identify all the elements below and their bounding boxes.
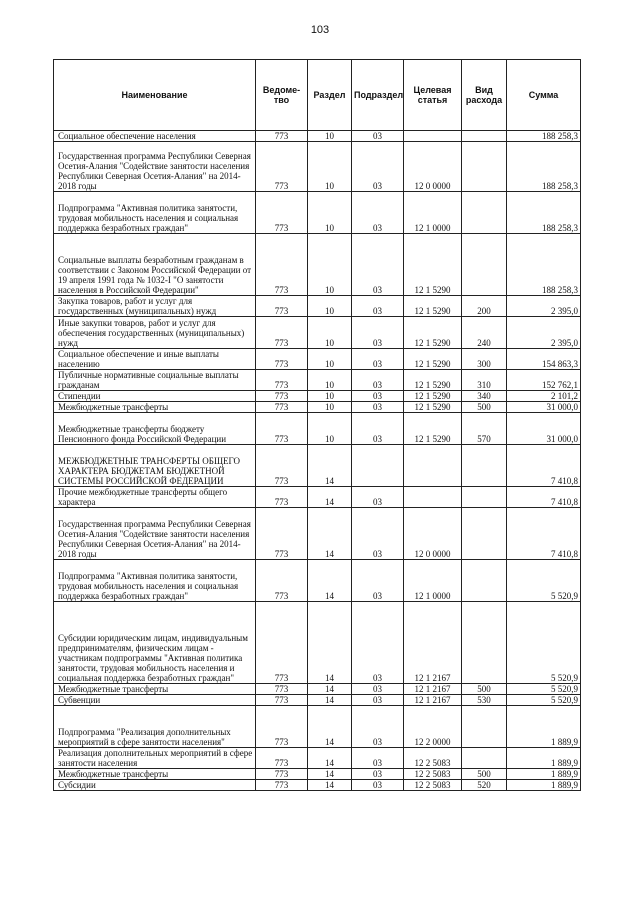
cell-section: 10 xyxy=(308,391,352,402)
cell-exp-type: 520 xyxy=(462,780,507,791)
cell-target: 12 1 0000 xyxy=(404,560,462,602)
table-row xyxy=(54,487,581,508)
cell-subsection: 03 xyxy=(352,370,404,391)
cell-section: 10 xyxy=(308,192,352,234)
cell-name: Государственная программа Республики Северная Осетия-Алания "Содействие занятости населения Республики Северная Осетия-Алания" на 2014-2018 годы xyxy=(54,142,256,192)
cell-section: 10 xyxy=(308,349,352,370)
cell-target: 12 2 0000 xyxy=(404,706,462,748)
cell-exp-type xyxy=(462,508,507,560)
cell-sum: 188 258,3 xyxy=(507,142,581,192)
cell-dept: 773 xyxy=(256,131,308,142)
cell-dept: 773 xyxy=(256,560,308,602)
cell-sum: 5 520,9 xyxy=(507,695,581,706)
cell-exp-type: 310 xyxy=(462,370,507,391)
cell-subsection: 03 xyxy=(352,234,404,296)
table-row xyxy=(54,317,581,349)
cell-subsection: 03 xyxy=(352,402,404,413)
cell-exp-type xyxy=(462,445,507,487)
cell-section: 14 xyxy=(308,487,352,508)
cell-subsection: 03 xyxy=(352,769,404,780)
cell-sum: 1 889,9 xyxy=(507,748,581,769)
cell-name: МЕЖБЮДЖЕТНЫЕ ТРАНСФЕРТЫ ОБЩЕГО ХАРАКТЕРА БЮДЖЕТАМ БЮДЖЕТНОЙ СИСТЕМЫ РОССИЙСКОЙ ФЕДЕРАЦИИ xyxy=(54,445,256,487)
cell-exp-type xyxy=(462,602,507,684)
cell-target: 12 1 5290 xyxy=(404,413,462,445)
cell-section: 14 xyxy=(308,445,352,487)
cell-subsection: 03 xyxy=(352,391,404,402)
cell-target: 12 1 5290 xyxy=(404,296,462,317)
cell-section: 14 xyxy=(308,508,352,560)
cell-subsection: 03 xyxy=(352,413,404,445)
cell-section: 10 xyxy=(308,370,352,391)
table-row xyxy=(54,131,581,142)
cell-exp-type: 200 xyxy=(462,296,507,317)
cell-exp-type xyxy=(462,560,507,602)
cell-target: 12 1 5290 xyxy=(404,234,462,296)
cell-subsection: 03 xyxy=(352,780,404,791)
cell-name: Социальные выплаты безработным гражданам в соответствии с Законом Российской Федерации от 19 апреля 1991 года № 1032-I "О занятости населения в Российской Федерации" xyxy=(54,234,256,296)
cell-dept: 773 xyxy=(256,296,308,317)
cell-target: 12 2 5083 xyxy=(404,769,462,780)
cell-section: 14 xyxy=(308,684,352,695)
cell-name: Подпрограмма "Реализация дополнительных мероприятий в сфере занятости населения" xyxy=(54,706,256,748)
cell-target: 12 0 0000 xyxy=(404,142,462,192)
cell-exp-type xyxy=(462,142,507,192)
cell-name: Субсидии xyxy=(54,780,256,791)
cell-dept: 773 xyxy=(256,445,308,487)
cell-subsection: 03 xyxy=(352,142,404,192)
cell-section: 10 xyxy=(308,402,352,413)
header-row xyxy=(54,60,581,131)
cell-exp-type: 340 xyxy=(462,391,507,402)
cell-name: Государственная программа Республики Северная Осетия-Алания "Содействие занятости населения Республики Северная Осетия-Алания" на 2014-2018 годы xyxy=(54,508,256,560)
cell-name: Межбюджетные трансферты xyxy=(54,769,256,780)
cell-dept: 773 xyxy=(256,684,308,695)
cell-target: 12 1 0000 xyxy=(404,192,462,234)
cell-section: 14 xyxy=(308,602,352,684)
cell-exp-type xyxy=(462,192,507,234)
cell-section: 14 xyxy=(308,706,352,748)
cell-sum: 2 395,0 xyxy=(507,317,581,349)
cell-section: 10 xyxy=(308,317,352,349)
cell-name: Социальное обеспечение населения xyxy=(54,131,256,142)
cell-target: 12 1 5290 xyxy=(404,317,462,349)
cell-target: 12 1 2167 xyxy=(404,684,462,695)
col-header-target: Целевая статья xyxy=(404,60,462,131)
table-row xyxy=(54,296,581,317)
cell-section: 14 xyxy=(308,560,352,602)
table-row xyxy=(54,370,581,391)
cell-sum: 5 520,9 xyxy=(507,602,581,684)
cell-target xyxy=(404,445,462,487)
cell-exp-type: 500 xyxy=(462,769,507,780)
table-row xyxy=(54,684,581,695)
cell-name: Межбюджетные трансферты xyxy=(54,684,256,695)
col-header-exp-type: Вид расхода xyxy=(462,60,507,131)
cell-dept: 773 xyxy=(256,602,308,684)
cell-subsection: 03 xyxy=(352,487,404,508)
table-row xyxy=(54,402,581,413)
cell-target: 12 1 5290 xyxy=(404,370,462,391)
cell-exp-type: 300 xyxy=(462,349,507,370)
cell-subsection: 03 xyxy=(352,706,404,748)
cell-dept: 773 xyxy=(256,748,308,769)
cell-sum: 154 863,3 xyxy=(507,349,581,370)
cell-dept: 773 xyxy=(256,349,308,370)
cell-target: 12 1 5290 xyxy=(404,349,462,370)
cell-dept: 773 xyxy=(256,317,308,349)
cell-target: 12 1 5290 xyxy=(404,391,462,402)
cell-dept: 773 xyxy=(256,487,308,508)
table-row xyxy=(54,769,581,780)
cell-subsection: 03 xyxy=(352,349,404,370)
cell-dept: 773 xyxy=(256,508,308,560)
table-row xyxy=(54,602,581,684)
table-row xyxy=(54,445,581,487)
cell-name: Прочие межбюджетные трансферты общего характера xyxy=(54,487,256,508)
cell-subsection: 03 xyxy=(352,748,404,769)
cell-subsection: 03 xyxy=(352,684,404,695)
cell-name: Субсидии юридическим лицам, индивидуальным предпринимателям, физическим лицам - участникам подпрограммы "Активная политика занятости, трудовая мобильность населения и социальная поддержка безработных граждан" xyxy=(54,602,256,684)
table-row xyxy=(54,349,581,370)
cell-dept: 773 xyxy=(256,234,308,296)
cell-sum: 1 889,9 xyxy=(507,769,581,780)
cell-dept: 773 xyxy=(256,706,308,748)
cell-exp-type xyxy=(462,748,507,769)
cell-subsection: 03 xyxy=(352,602,404,684)
cell-target: 12 0 0000 xyxy=(404,508,462,560)
cell-sum: 5 520,9 xyxy=(507,684,581,695)
cell-target xyxy=(404,131,462,142)
cell-subsection: 03 xyxy=(352,508,404,560)
table-row xyxy=(54,391,581,402)
cell-exp-type xyxy=(462,234,507,296)
cell-target: 12 1 2167 xyxy=(404,602,462,684)
col-header-section: Раздел xyxy=(308,60,352,131)
cell-sum: 188 258,3 xyxy=(507,234,581,296)
table-row xyxy=(54,560,581,602)
cell-name: Социальное обеспечение и иные выплаты населению xyxy=(54,349,256,370)
cell-name: Иные закупки товаров, работ и услуг для обеспечения государственных (муниципальных) нужд xyxy=(54,317,256,349)
budget-table xyxy=(53,59,581,791)
table-row xyxy=(54,508,581,560)
table-row xyxy=(54,413,581,445)
cell-sum: 2 395,0 xyxy=(507,296,581,317)
cell-target: 12 2 5083 xyxy=(404,780,462,791)
cell-exp-type: 500 xyxy=(462,402,507,413)
cell-section: 10 xyxy=(308,131,352,142)
cell-target: 12 2 5083 xyxy=(404,748,462,769)
col-header-dept: Ведоме-тво xyxy=(256,60,308,131)
cell-sum: 188 258,3 xyxy=(507,131,581,142)
cell-name: Межбюджетные трансферты бюджету Пенсионного фонда Российской Федерации xyxy=(54,413,256,445)
cell-section: 14 xyxy=(308,780,352,791)
cell-name: Субвенции xyxy=(54,695,256,706)
cell-sum: 1 889,9 xyxy=(507,706,581,748)
col-header-name: Наименование xyxy=(54,60,256,131)
cell-dept: 773 xyxy=(256,402,308,413)
cell-exp-type: 570 xyxy=(462,413,507,445)
cell-subsection: 03 xyxy=(352,131,404,142)
col-header-sum: Сумма xyxy=(507,60,581,131)
cell-name: Реализация дополнительных мероприятий в сфере занятости населения xyxy=(54,748,256,769)
cell-exp-type: 500 xyxy=(462,684,507,695)
table-row xyxy=(54,748,581,769)
cell-dept: 773 xyxy=(256,192,308,234)
table-row xyxy=(54,234,581,296)
cell-name: Подпрограмма "Активная политика занятости, трудовая мобильность населения и социальная поддержка безработных граждан" xyxy=(54,560,256,602)
cell-target: 12 1 5290 xyxy=(404,402,462,413)
cell-name: Межбюджетные трансферты xyxy=(54,402,256,413)
cell-target: 12 1 2167 xyxy=(404,695,462,706)
cell-dept: 773 xyxy=(256,413,308,445)
cell-dept: 773 xyxy=(256,370,308,391)
cell-sum: 152 762,1 xyxy=(507,370,581,391)
cell-name: Публичные нормативные социальные выплаты гражданам xyxy=(54,370,256,391)
page-number: 103 xyxy=(310,24,330,36)
cell-section: 14 xyxy=(308,769,352,780)
col-header-subsection: Подраздел xyxy=(352,60,404,131)
cell-section: 14 xyxy=(308,748,352,769)
cell-sum: 188 258,3 xyxy=(507,192,581,234)
cell-name: Подпрограмма "Активная политика занятости, трудовая мобильность населения и социальная поддержка безработных граждан" xyxy=(54,192,256,234)
cell-dept: 773 xyxy=(256,695,308,706)
cell-exp-type xyxy=(462,131,507,142)
cell-subsection: 03 xyxy=(352,560,404,602)
cell-sum: 31 000,0 xyxy=(507,413,581,445)
cell-sum: 2 101,2 xyxy=(507,391,581,402)
cell-name: Стипендии xyxy=(54,391,256,402)
table-row xyxy=(54,780,581,791)
cell-subsection xyxy=(352,445,404,487)
cell-section: 10 xyxy=(308,234,352,296)
cell-dept: 773 xyxy=(256,142,308,192)
cell-subsection: 03 xyxy=(352,695,404,706)
table-row xyxy=(54,706,581,748)
cell-exp-type: 530 xyxy=(462,695,507,706)
table-row xyxy=(54,192,581,234)
cell-subsection: 03 xyxy=(352,192,404,234)
cell-sum: 5 520,9 xyxy=(507,560,581,602)
cell-dept: 773 xyxy=(256,769,308,780)
cell-section: 10 xyxy=(308,413,352,445)
cell-exp-type: 240 xyxy=(462,317,507,349)
cell-section: 10 xyxy=(308,296,352,317)
cell-subsection: 03 xyxy=(352,317,404,349)
cell-subsection: 03 xyxy=(352,296,404,317)
cell-name: Закупка товаров, работ и услуг для государственных (муниципальных) нужд xyxy=(54,296,256,317)
table-row xyxy=(54,695,581,706)
cell-dept: 773 xyxy=(256,780,308,791)
cell-section: 10 xyxy=(308,142,352,192)
cell-target xyxy=(404,487,462,508)
cell-exp-type xyxy=(462,487,507,508)
cell-sum: 7 410,8 xyxy=(507,445,581,487)
table-row xyxy=(54,142,581,192)
cell-sum: 7 410,8 xyxy=(507,487,581,508)
cell-section: 14 xyxy=(308,695,352,706)
cell-sum: 1 889,9 xyxy=(507,780,581,791)
cell-sum: 7 410,8 xyxy=(507,508,581,560)
cell-sum: 31 000,0 xyxy=(507,402,581,413)
cell-exp-type xyxy=(462,706,507,748)
cell-dept: 773 xyxy=(256,391,308,402)
